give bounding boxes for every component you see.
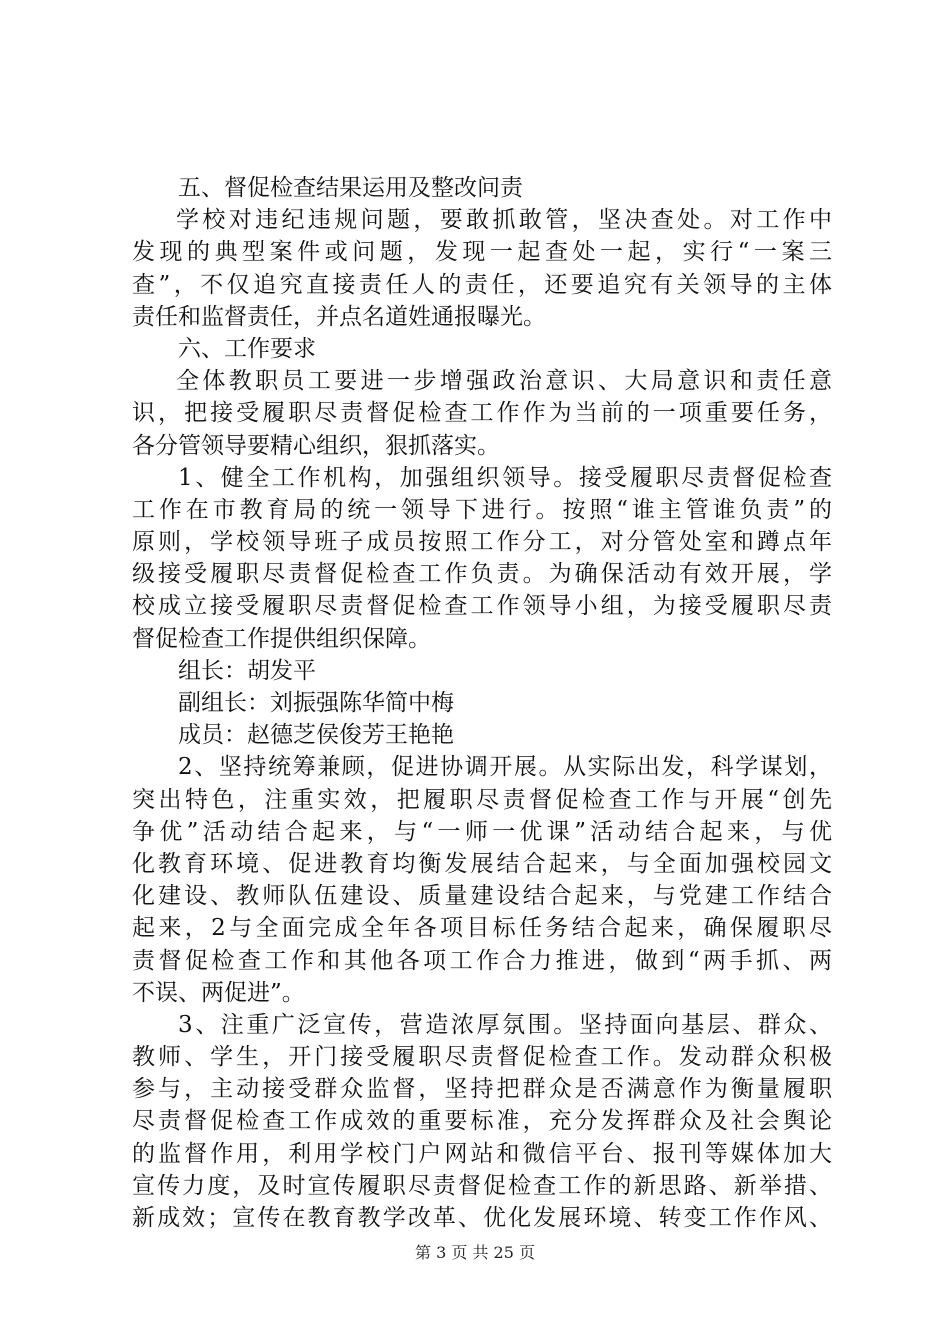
paragraph-line: 全体教职员工要进一步增强政治意识、大局意识和责任意 — [176, 368, 832, 395]
paragraph-line: 督促检查工作提供组织保障。 — [132, 625, 431, 652]
deputy-leader-line: 副组长：刘振强陈华简中梅 — [178, 690, 454, 716]
paragraph-line: 不误、两促进”。 — [132, 979, 305, 1006]
document-body — [132, 172, 832, 1234]
paragraph-line: 宣传力度，及时宣传履职尽责督促检查工作的新思路、新举措、 — [132, 1172, 832, 1199]
paragraph-line: 各分管领导要精心组织，狠抓落实。 — [132, 432, 500, 459]
paragraph-line: 的监督作用，利用学校门户网站和微信平台、报刊等媒体加大 — [132, 1140, 832, 1167]
paragraph-line: 化建设、教师队伍建设、质量建设结合起来，与党建工作结合 — [132, 883, 832, 910]
paragraph-line: 级接受履职尽责督促检查工作负责。为确保活动有效开展，学 — [132, 561, 832, 588]
paragraph-line: 争优”活动结合起来，与“一师一优课”活动结合起来，与优 — [132, 818, 832, 845]
paragraph-line: 工作在市教育局的统一领导下进行。按照“谁主管谁负责”的 — [132, 496, 832, 523]
paragraph-line: 学校对违纪违规问题，要敢抓敢管，坚决查处。对工作中 — [176, 207, 832, 234]
group-leader-line: 组长：胡发平 — [178, 657, 316, 684]
paragraph-line: 校成立接受履职尽责督促检查工作领导小组，为接受履职尽责 — [132, 593, 832, 620]
paragraph-line: 化教育环境、促进教育均衡发展结合起来，与全面加强校园文 — [132, 850, 832, 877]
paragraph-line: 责任和监督责任，并点名道姓通报曝光。 — [132, 303, 546, 330]
section-heading-6: 六、工作要求 — [178, 335, 316, 362]
members-line: 成员：赵德芝侯俊芳王艳艳 — [178, 722, 454, 749]
paragraph-line: 发现的典型案件或问题，发现一起查处一起，实行“一案三 — [132, 239, 832, 266]
paragraph-line: 3、注重广泛宣传，营造浓厚氛围。坚持面向基层、群众、 — [178, 1011, 832, 1038]
paragraph-line: 新成效；宣传在教育教学改革、优化发展环境、转变工作作风、 — [132, 1205, 832, 1231]
section-heading-5: 五、督促检查结果运用及整改问责 — [178, 175, 523, 201]
paragraph-line: 识，把接受履职尽责督促检查工作作为当前的一项重要任务， — [132, 400, 832, 427]
paragraph-line: 查”，不仅追究直接责任人的责任，还要追究有关领导的主体 — [132, 271, 832, 298]
paragraph-line: 原则，学校领导班子成员按照工作分工，对分管处室和蹲点年 — [132, 529, 832, 556]
page-number-footer: 第 3 页 共 25 页 — [415, 1243, 535, 1262]
paragraph-line: 突出特色，注重实效，把履职尽责督促检查工作与开展“创先 — [132, 786, 832, 813]
paragraph-line: 1、健全工作机构，加强组织领导。接受履职尽责督促检查 — [178, 464, 832, 491]
paragraph-line: 尽责督促检查工作成效的重要标准，充分发挥群众及社会舆论 — [132, 1108, 832, 1135]
paragraph-line: 责督促检查工作和其他各项工作合力推进，做到“两手抓、两 — [132, 947, 832, 974]
paragraph-line: 起来，2与全面完成全年各项目标任务结合起来，确保履职尽 — [132, 915, 832, 942]
paragraph-line: 参与，主动接受群众监督，坚持把群众是否满意作为衡量履职 — [132, 1076, 832, 1103]
paragraph-line: 2、坚持统筹兼顾，促进协调开展。从实际出发，科学谋划， — [178, 754, 832, 781]
paragraph-line: 教师、学生，开门接受履职尽责督促检查工作。发动群众积极 — [132, 1044, 832, 1071]
